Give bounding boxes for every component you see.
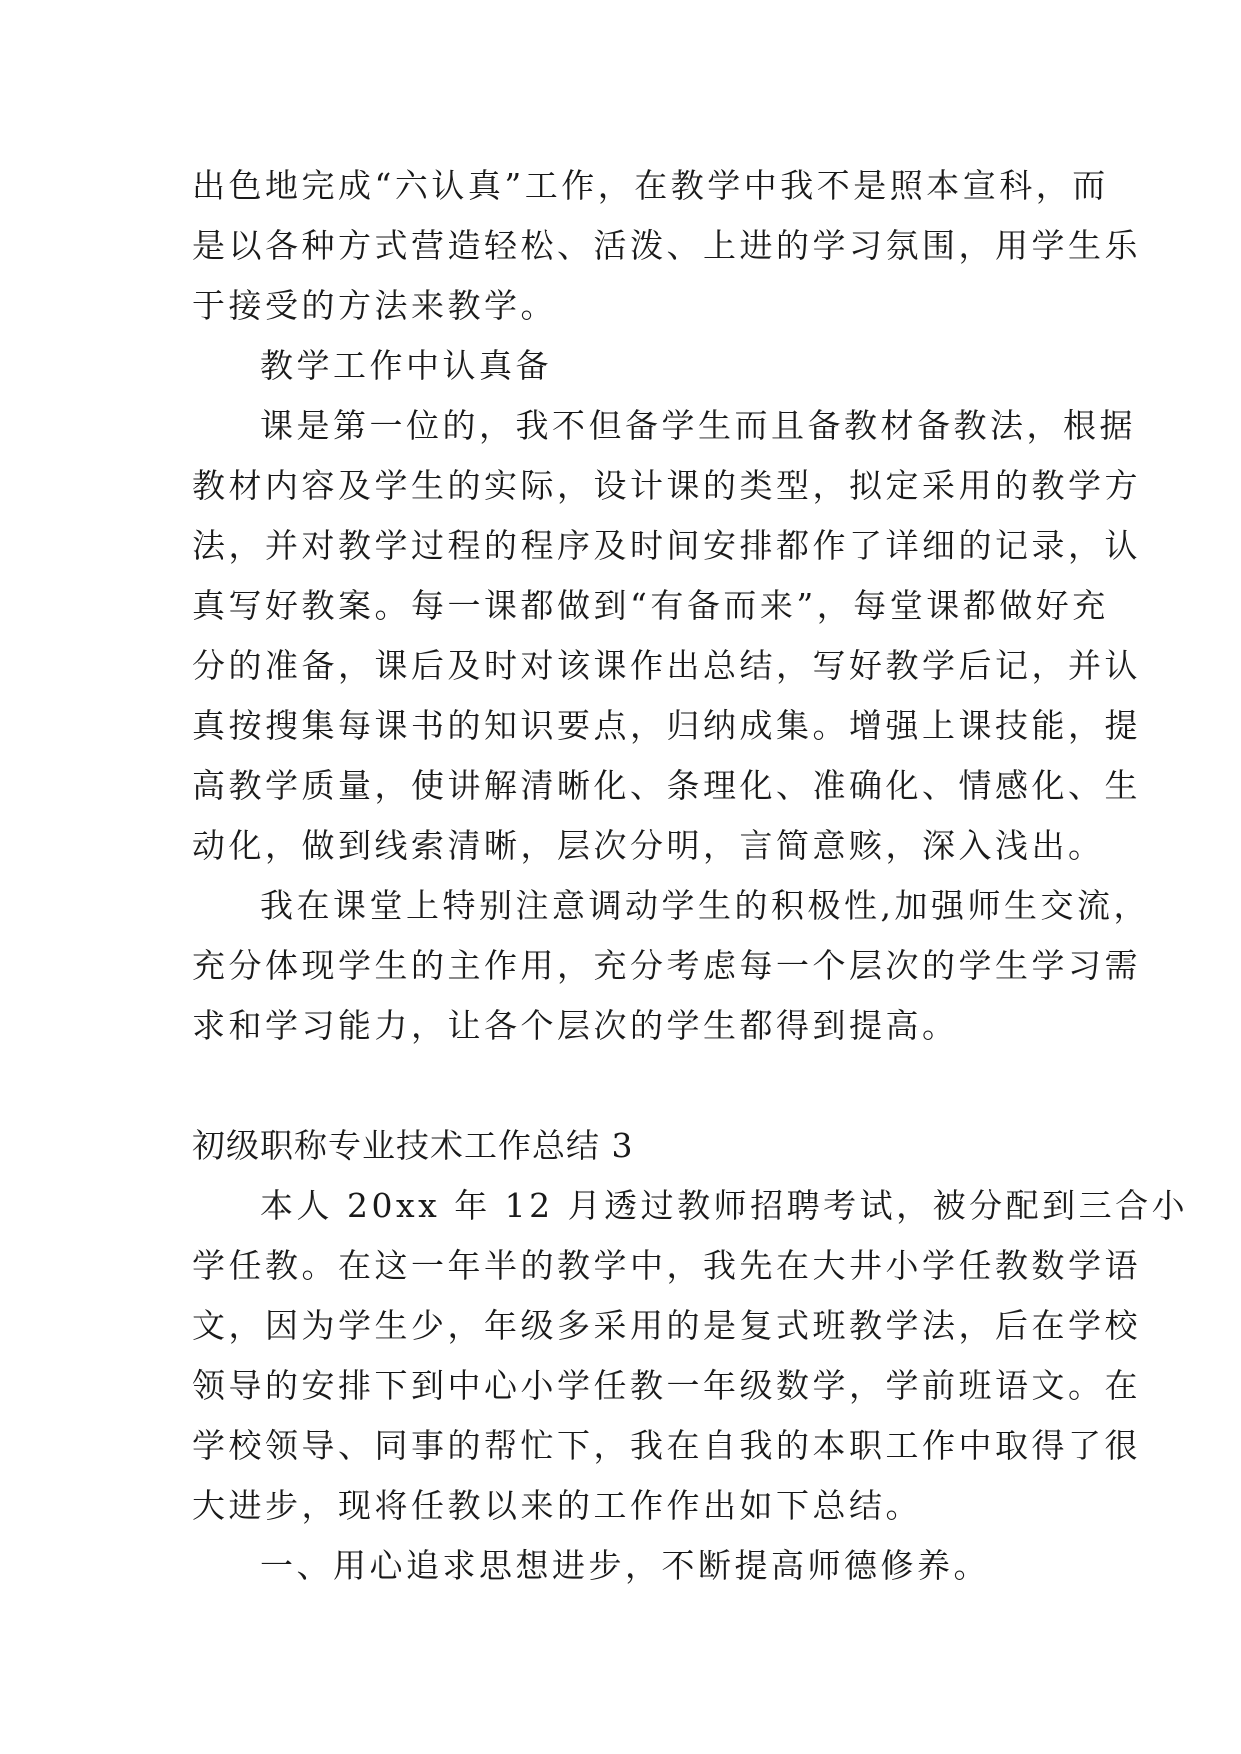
paragraph-preparation-title: [192, 336, 1052, 396]
paragraph-classroom: [192, 876, 1150, 1056]
paragraph-introduction: [192, 1176, 1189, 1536]
text-line: 本人 20xx 年 12 月透过教师招聘考试，被分配到三合小: [260, 1186, 1189, 1225]
text-line: 是以各种方式营造轻松、活泼、上进的学习氛围，用学生乐: [192, 226, 1141, 265]
text-line: 法，并对教学过程的程序及时间安排都作了详细的记录，认: [192, 526, 1141, 565]
text-line: 出色地完成“六认真”工作，在教学中我不是照本宣科，而: [192, 166, 1109, 205]
text-line: 课是第一位的，我不但备学生而且备教材备教法，根据: [260, 406, 1136, 445]
text-line: 学任教。在这一年半的教学中，我先在大井小学任教数学语: [192, 1246, 1141, 1285]
paragraph-lesson-preparation: [192, 396, 1141, 876]
heading-text: 初级职称专业技术工作总结 3: [192, 1126, 634, 1165]
text-line: 求和学习能力，让各个层次的学生都得到提高。: [192, 1006, 959, 1045]
text-line: 大进步，现将任教以来的工作作出如下总结。: [192, 1486, 922, 1525]
text-line: 高教学质量，使讲解清晰化、条理化、准确化、情感化、生: [192, 766, 1141, 805]
paragraph-section-one: [192, 1536, 1052, 1596]
text-line: 充分体现学生的主作用，充分考虑每一个层次的学生学习需: [192, 946, 1141, 985]
blank-line: [192, 1056, 1052, 1116]
text-line: 于接受的方法来教学。: [192, 286, 557, 325]
text-line: 领导的安排下到中心小学任教一年级数学，学前班语文。在: [192, 1366, 1141, 1405]
text-line: 教材内容及学生的实际，设计课的类型，拟定采用的教学方: [192, 466, 1141, 505]
text-line: 真写好教案。每一课都做到“有备而来”，每堂课都做好充: [192, 586, 1109, 625]
text-line: 我在课堂上特别注意调动学生的积极性,加强师生交流，: [260, 886, 1150, 925]
text-line: 学校领导、同事的帮忙下，我在自我的本职工作中取得了很: [192, 1426, 1141, 1465]
text-line: 文，因为学生少，年级多采用的是复式班教学法，后在学校: [192, 1306, 1141, 1345]
text-line: 分的准备，课后及时对该课作出总结，写好教学后记，并认: [192, 646, 1141, 685]
text-line: 一、用心追求思想进步，不断提高师德修养。: [260, 1546, 990, 1585]
paragraph-continuation: [192, 156, 1141, 336]
document-body: [192, 156, 1189, 1596]
section-heading: [192, 1116, 1052, 1176]
text-line: 真按搜集每课书的知识要点，归纳成集。增强上课技能，提: [192, 706, 1141, 745]
text-line: 教学工作中认真备: [260, 346, 552, 385]
text-line: 动化，做到线索清晰，层次分明，言简意赅，深入浅出。: [192, 826, 1105, 865]
